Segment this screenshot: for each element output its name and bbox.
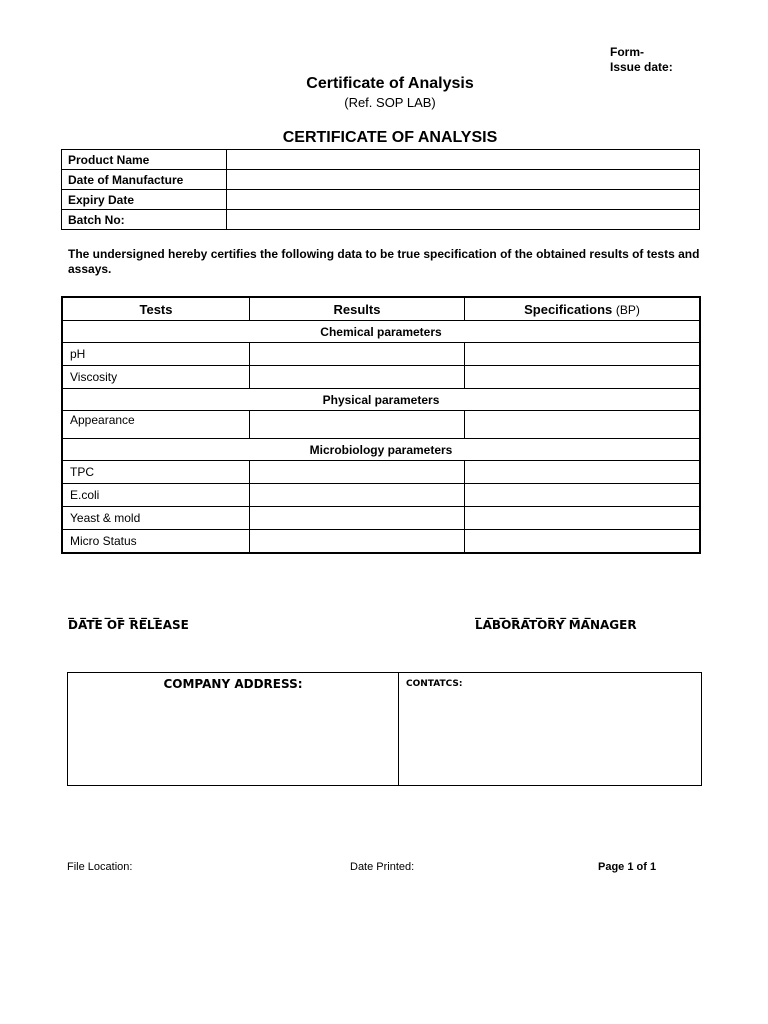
tests-header: Tests	[62, 297, 250, 321]
signature-line[interactable]: _ _ _ _ _ _ _ _ _ _	[475, 605, 592, 619]
batch-no-field[interactable]	[227, 210, 700, 230]
physical-parameters-title: Physical parameters	[62, 389, 700, 411]
form-label: Form-	[610, 45, 644, 59]
specification-cell[interactable]	[465, 343, 701, 366]
table-row	[62, 461, 700, 484]
certification-statement: The undersigned hereby certifies the following data to be true specification of the obtained results of tests and assays.	[68, 247, 700, 276]
result-cell[interactable]	[250, 366, 465, 389]
table-row	[62, 530, 700, 554]
test-name: Appearance	[62, 411, 250, 439]
form-meta	[610, 45, 673, 75]
results-header: Results	[250, 297, 465, 321]
table-row	[62, 484, 700, 507]
specifications-label: Specifications	[524, 301, 613, 317]
specification-cell[interactable]	[465, 461, 701, 484]
date-of-release-signature	[68, 605, 189, 632]
table-row	[62, 210, 700, 230]
date-of-manufacture-label: Date of Manufacture	[62, 170, 227, 190]
table-row	[62, 507, 700, 530]
chemical-parameters-title: Chemical parameters	[62, 321, 700, 343]
laboratory-manager-label: LABORATORY MANAGER	[475, 618, 637, 632]
specification-cell[interactable]	[465, 507, 701, 530]
table-row	[62, 411, 700, 439]
specification-cell[interactable]	[465, 411, 701, 439]
table-row	[62, 170, 700, 190]
test-name: Micro Status	[62, 530, 250, 554]
laboratory-manager-signature	[475, 605, 637, 632]
issue-date-label: Issue date:	[610, 60, 673, 74]
expiry-date-label: Expiry Date	[62, 190, 227, 210]
date-printed-label: Date Printed:	[350, 861, 415, 873]
specification-cell[interactable]	[465, 366, 701, 389]
product-name-label: Product Name	[62, 150, 227, 170]
product-name-field[interactable]	[227, 150, 700, 170]
date-of-release-label: DATE OF RELEASE	[68, 618, 189, 632]
result-cell[interactable]	[250, 507, 465, 530]
table-header-row	[62, 297, 700, 321]
signature-line[interactable]: _ _ _ _ _ _ _ _	[68, 605, 161, 619]
test-name: E.coli	[62, 484, 250, 507]
file-location-label: File Location:	[67, 861, 133, 873]
specifications-header	[465, 297, 701, 321]
section-row	[62, 321, 700, 343]
batch-no-label: Batch No:	[62, 210, 227, 230]
specification-cell[interactable]	[465, 484, 701, 507]
expiry-date-field[interactable]	[227, 190, 700, 210]
date-of-manufacture-field[interactable]	[227, 170, 700, 190]
microbiology-parameters-title: Microbiology parameters	[62, 439, 700, 461]
document-title: Certificate of Analysis	[306, 75, 474, 92]
table-row	[62, 150, 700, 170]
result-cell[interactable]	[250, 530, 465, 554]
address-box	[67, 672, 702, 786]
table-row	[62, 343, 700, 366]
page-number: Page 1 of 1	[598, 861, 657, 873]
product-info-table	[61, 149, 700, 230]
tests-table	[61, 296, 701, 554]
test-name: Yeast & mold	[62, 507, 250, 530]
company-address-label: COMPANY ADDRESS:	[163, 677, 303, 691]
result-cell[interactable]	[250, 343, 465, 366]
table-row	[62, 366, 700, 389]
test-name: Viscosity	[62, 366, 250, 389]
company-address-cell[interactable]	[68, 673, 399, 785]
specification-cell[interactable]	[465, 530, 701, 554]
result-cell[interactable]	[250, 411, 465, 439]
section-row	[62, 439, 700, 461]
specifications-suffix: (BP)	[615, 302, 640, 317]
contacts-label: CONTATCS:	[406, 679, 463, 689]
table-row	[62, 190, 700, 210]
result-cell[interactable]	[250, 484, 465, 507]
document-ref: (Ref. SOP LAB)	[344, 95, 436, 110]
test-name: pH	[62, 343, 250, 366]
certificate-heading: CERTIFICATE OF ANALYSIS	[282, 129, 498, 146]
test-name: TPC	[62, 461, 250, 484]
section-row	[62, 389, 700, 411]
result-cell[interactable]	[250, 461, 465, 484]
